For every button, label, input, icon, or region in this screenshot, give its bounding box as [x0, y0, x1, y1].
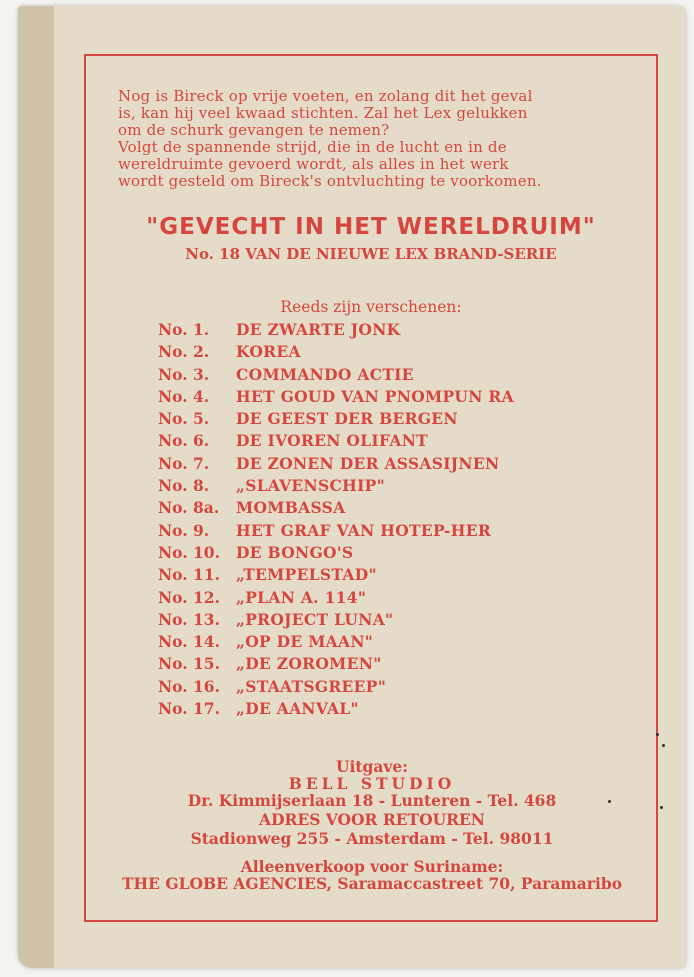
intro-line: Volgt de spannende strijd, die in de lucht en in de	[118, 138, 507, 156]
issue-number: No. 10.	[158, 542, 220, 562]
publisher-address: Dr. Kimmijserlaan 18 - Lunteren - Tel. 468	[187, 791, 557, 810]
list-item	[158, 365, 578, 387]
issue-title: DE IVOREN OLIFANT	[236, 431, 428, 451]
issue-number: No. 12.	[158, 587, 220, 607]
issue-number: No. 14.	[158, 632, 220, 652]
issue-number: No. 3.	[158, 364, 210, 384]
issue-number: No. 4.	[158, 386, 210, 406]
list-item	[158, 610, 578, 632]
issue-title: COMMANDO ACTIE	[236, 364, 414, 384]
publisher-label: Uitgave:	[335, 757, 409, 776]
list-item	[158, 387, 578, 409]
list-item	[158, 588, 578, 610]
suriname-address: THE GLOBE AGENCIES, Saramaccastreet 70, Paramaribo	[121, 874, 623, 893]
issue-title: DE GEEST DER BERGEN	[236, 409, 458, 429]
issue-title: „PROJECT LUNA"	[236, 609, 394, 629]
intro-line: Nog is Bireck op vrije voeten, en zolang dit het geval	[118, 87, 533, 105]
issue-number: No. 8a.	[158, 498, 220, 518]
issue-number: No. 13.	[158, 609, 220, 629]
paper-speck	[608, 800, 611, 803]
list-item	[158, 342, 578, 364]
intro-line: is, kan hij veel kwaad stichten. Zal het Lex gelukken	[118, 104, 528, 122]
booklet-spine	[18, 6, 54, 968]
issue-title: DE ZWARTE JONK	[236, 320, 401, 339]
list-item	[158, 632, 578, 654]
intro-line: wordt gesteld om Bireck's ontvluchting te voorkomen.	[118, 172, 542, 190]
intro-paragraph	[118, 88, 628, 190]
list-item	[158, 543, 578, 565]
list-item	[158, 498, 578, 520]
issue-title: „DE AANVAL"	[236, 699, 359, 719]
book-title: "GEVECHT IN HET WERELDRUIM"	[146, 214, 596, 240]
returns-label: ADRES VOOR RETOUREN	[259, 810, 485, 829]
list-item	[158, 654, 578, 676]
issue-title: „STAATSGREEP"	[236, 676, 387, 696]
issue-number: No. 17.	[158, 699, 220, 719]
list-item	[158, 431, 578, 453]
issue-number: No. 11.	[158, 565, 220, 585]
list-item	[158, 677, 578, 699]
published-titles-list	[158, 320, 578, 721]
list-item	[158, 454, 578, 476]
issue-number: No. 6.	[158, 431, 210, 451]
issue-title: „OP DE MAAN"	[236, 632, 374, 652]
returns-address: Stadionweg 255 - Amsterdam - Tel. 98011	[190, 829, 554, 848]
issue-title: HET GRAF VAN HOTEP-HER	[236, 520, 492, 540]
list-item	[158, 699, 578, 721]
list-item	[158, 320, 578, 342]
suriname-label: Alleenverkoop voor Suriname:	[240, 857, 504, 876]
issue-number: No. 7.	[158, 453, 210, 473]
issue-title: KOREA	[236, 342, 301, 362]
series-subtitle: No. 18 VAN DE NIEUWE LEX BRAND-SERIE	[185, 245, 557, 263]
issue-title: HET GOUD VAN PNOMPUN RA	[236, 386, 514, 406]
list-item	[158, 565, 578, 587]
issue-title: MOMBASSA	[236, 498, 346, 518]
list-item	[158, 409, 578, 431]
issue-title: „PLAN A. 114"	[236, 587, 367, 607]
issue-title: DE ZONEN DER ASSASIJNEN	[236, 453, 500, 473]
issue-number: No. 2.	[158, 342, 210, 362]
issue-number: No. 16.	[158, 676, 220, 696]
issue-title: „TEMPELSTAD"	[236, 565, 377, 585]
paper-speck	[662, 744, 665, 747]
issue-title: „SLAVENSCHIP"	[236, 476, 385, 496]
list-item	[158, 521, 578, 543]
intro-line: wereldruimte gevoerd wordt, als alles in het werk	[118, 155, 509, 173]
issue-number: No. 8.	[158, 476, 210, 496]
paper-speck	[660, 806, 663, 809]
list-heading: Reeds zijn verschenen:	[280, 298, 462, 316]
issue-number: No. 5.	[158, 409, 210, 429]
issue-title: „DE ZOROMEN"	[236, 654, 382, 674]
list-item	[158, 476, 578, 498]
issue-number: No. 9.	[158, 520, 210, 540]
publisher-name: BELL STUDIO	[288, 774, 456, 793]
intro-line: om de schurk gevangen te nemen?	[118, 121, 390, 139]
issue-title: DE BONGO'S	[236, 542, 354, 562]
issue-number: No. 15.	[158, 654, 220, 674]
paper-speck	[656, 733, 659, 736]
issue-number: No. 1.	[158, 320, 210, 339]
